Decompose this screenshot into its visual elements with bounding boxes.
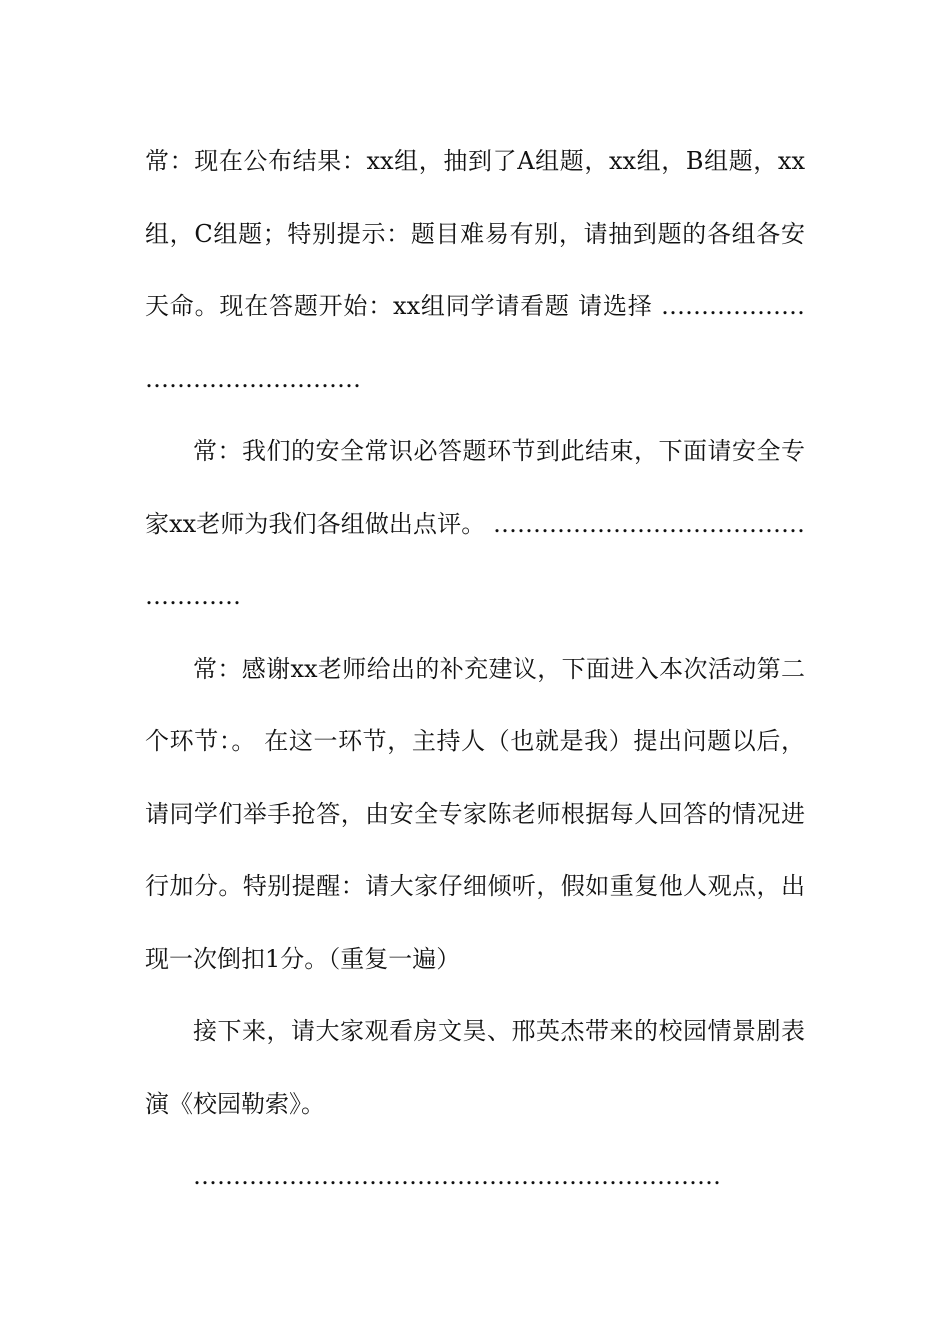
text-line: 家xx老师为我们各组做出点评。 ………………………………… xyxy=(145,509,805,538)
text-line: 组，C组题；特别提示：题目难易有别，请抽到题的各组各安 xyxy=(145,219,805,248)
text-line: 常：现在公布结果：xx组，抽到了A组题，xx组，B组题，xx xyxy=(145,147,805,175)
text-line: ……………………… xyxy=(145,364,361,393)
text-line: 行加分。特别提醒：请大家仔细倾听，假如重复他人观点，出 xyxy=(145,872,805,900)
paragraph-ellipsis xyxy=(145,1140,805,1213)
text-line: 现一次倒扣1分。（重复一遍） xyxy=(145,944,461,973)
text-line: 常：感谢xx老师给出的补充建议，下面进入本次活动第二 xyxy=(193,654,805,683)
paragraph-second-segment xyxy=(145,633,805,996)
paragraph-skit-intro xyxy=(145,995,805,1140)
text-line: ………………………………………………………… xyxy=(193,1162,721,1190)
text-line: 常：我们的安全常识必答题环节到此结束，下面请安全专 xyxy=(193,437,805,465)
paragraph-announce-results xyxy=(145,125,805,415)
text-line: 请同学们举手抢答，由安全专家陈老师根据每人回答的情况进 xyxy=(145,799,805,828)
document-body xyxy=(145,125,805,1213)
text-line: ………… xyxy=(145,582,241,610)
text-line: 天命。现在答题开始：xx组同学请看题 请选择 ……………… xyxy=(145,292,805,320)
text-line: 演《校园勒索》。 xyxy=(145,1089,325,1118)
paragraph-quiz-end xyxy=(145,415,805,633)
text-line: 个环节：。 在这一环节，主持人（也就是我）提出问题以后， xyxy=(145,727,805,755)
text-line: 接下来，请大家观看房文昊、邢英杰带来的校园情景剧表 xyxy=(193,1017,805,1045)
